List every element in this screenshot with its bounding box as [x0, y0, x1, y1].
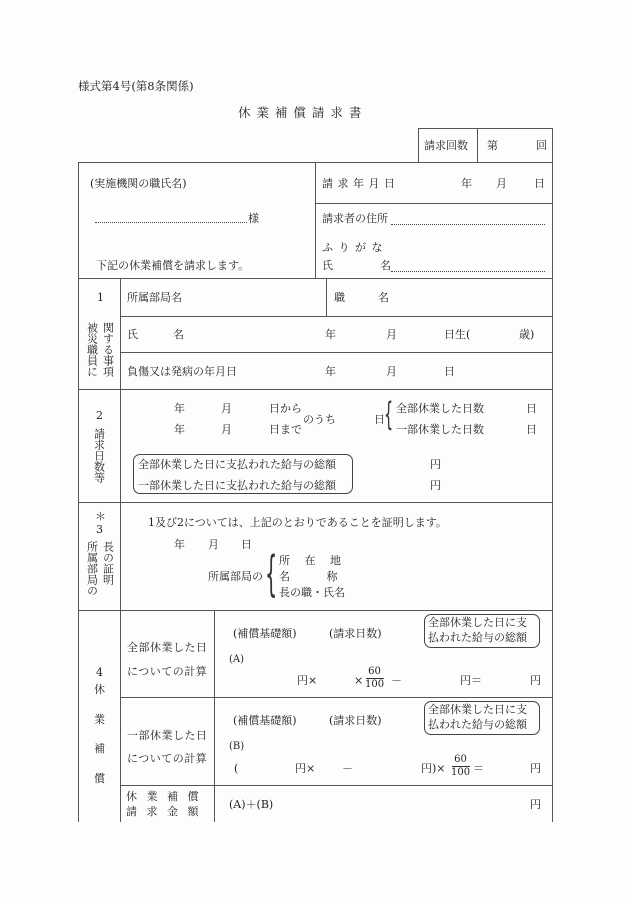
to-label: 日まで: [269, 423, 302, 436]
full-leave-pay-label: 全部休業した日に支払われた給与の総額: [138, 458, 336, 471]
position-label-2: 名: [378, 291, 389, 304]
label-b: (B): [229, 741, 245, 752]
to-year: 年: [174, 423, 185, 436]
addressee-label: (実施機関の職氏名): [90, 177, 187, 190]
claimant-name-field[interactable]: [391, 271, 545, 272]
injury-date-label: 負傷又は発病の年月日: [127, 365, 237, 378]
cert-year: 年: [174, 538, 185, 551]
section3-number: 3: [96, 523, 103, 536]
section4-title-char-2: 業: [94, 713, 105, 726]
fraction-b: [451, 755, 470, 778]
paid-total-label-a-1: 全部休業した日に支: [428, 616, 527, 629]
left-brace-icon: {: [265, 546, 278, 602]
partial-leave-days-label: 一部休業した日数: [396, 423, 484, 436]
claimant-name-label-2: 名: [380, 259, 391, 272]
base-amount-label-b: (補償基礎額): [233, 714, 297, 727]
to-month: 月: [221, 423, 232, 436]
injury-day: 日: [444, 365, 455, 378]
section1-title-col1: 被災職員に: [85, 322, 99, 377]
department-of-label: 所属部局の: [208, 570, 263, 583]
open-paren-b: (: [234, 762, 239, 775]
fraction-a-denominator: 100: [365, 679, 385, 690]
cert-day: 日: [241, 538, 252, 551]
employee-name-label-1: 氏: [127, 328, 138, 341]
full-leave-pay-unit: 円: [430, 458, 441, 471]
label-a: (A): [229, 654, 245, 665]
department-label: 所属部局名: [127, 291, 182, 304]
section4-number: 4: [96, 666, 103, 679]
total-formula: (A)＋(B): [229, 798, 274, 811]
cert-month: 月: [208, 538, 219, 551]
section3-mark: ＊: [95, 510, 106, 523]
page-title: 休 業 補 償 請 求 書: [238, 105, 363, 120]
from-year: 年: [174, 402, 185, 415]
full-leave-days-label: 全部休業した日数: [396, 402, 484, 415]
addressee-field[interactable]: [95, 222, 247, 223]
result-yen-a: 円: [530, 674, 541, 687]
base-amount-label-a: (補償基礎額): [233, 627, 297, 640]
yen-close-times-b: 円)×: [421, 762, 446, 775]
birth-year: 年: [325, 328, 336, 341]
section4-title-char-4: 償: [94, 772, 105, 785]
times-a: ×: [354, 674, 364, 687]
form-number: 様式第4号(第8条関係): [78, 79, 194, 93]
section4-title-char-3: 補: [94, 742, 105, 755]
claimant-name-label-1: 氏: [322, 259, 333, 272]
address-label: 請求者の住所: [322, 212, 388, 225]
age-label: 歳): [519, 328, 535, 341]
section1-title-col2: 関する事項: [101, 322, 115, 377]
paid-total-label-b-2: 払われた給与の総額: [428, 718, 527, 731]
section2-number: 2: [96, 409, 103, 422]
full-calc-label-1: 全部休業した日: [127, 641, 208, 654]
section4-title-char-1: 休: [94, 683, 105, 696]
from-month: 月: [221, 402, 232, 415]
claim-count-suffix: 回: [536, 139, 547, 152]
yen-times-b: 円×: [295, 762, 316, 775]
certification-text: 1及び2については、上記のとおりであることを証明します。: [148, 516, 447, 529]
injury-month: 月: [386, 365, 397, 378]
section3-title-col1: 所属部局の: [85, 541, 99, 596]
claim-date-year: 年: [461, 177, 472, 190]
from-label: 日から: [269, 402, 302, 415]
paid-total-label-b-1: 全部休業した日に支: [428, 703, 527, 716]
claim-date-label: 請 求 年 月 日: [322, 177, 396, 190]
minus-b: －: [342, 762, 353, 775]
claim-count-prefix: 第: [487, 139, 498, 152]
section2-title: 請求日数等: [92, 428, 106, 483]
fraction-b-numerator: 60: [454, 754, 467, 765]
of-which-label: のうち: [303, 413, 336, 426]
claim-days-label-b: (請求日数): [329, 714, 382, 727]
total-label-1: 休 業 補 償: [126, 790, 202, 803]
equals-b: ＝: [473, 762, 484, 775]
full-calc-label-2: についての計算: [127, 665, 208, 678]
claim-days-label-a: (請求日数): [329, 627, 382, 640]
partial-leave-pay-label: 一部休業した日に支払われた給与の総額: [138, 479, 336, 492]
position-label-1: 職: [334, 291, 345, 304]
claim-date-month: 月: [496, 177, 507, 190]
fraction-a-numerator: 60: [368, 666, 381, 677]
employee-name-label-2: 名: [173, 328, 184, 341]
section1-number: 1: [97, 291, 104, 304]
furigana-label: ふ り が な: [322, 241, 384, 254]
fraction-b-denominator: 100: [451, 767, 471, 778]
claim-date-day: 日: [534, 177, 545, 190]
full-leave-days-unit: 日: [526, 402, 537, 415]
paid-total-label-a-2: 払われた給与の総額: [428, 631, 527, 644]
honorific: 様: [248, 212, 259, 225]
birth-month: 月: [386, 328, 397, 341]
partial-calc-label-2: についての計算: [127, 752, 208, 765]
yen-times-a: 円×: [297, 674, 318, 687]
dept-location-label: 所 在 地: [279, 554, 341, 567]
claim-count-label: 請求回数: [424, 139, 468, 152]
birth-day-label: 日生(: [444, 328, 471, 341]
total-yen: 円: [530, 798, 541, 811]
fraction-a: [365, 667, 384, 690]
injury-year: 年: [325, 365, 336, 378]
total-days-unit: 日: [374, 413, 385, 426]
left-brace-icon: {: [384, 395, 394, 433]
address-field[interactable]: [391, 224, 545, 225]
request-statement: 下記の休業補償を請求します。: [96, 259, 250, 272]
dept-head-label: 長の職・氏名: [279, 586, 345, 599]
dept-name-label: 名 称: [279, 570, 338, 583]
result-yen-b: 円: [530, 762, 541, 775]
partial-leave-days-unit: 日: [526, 423, 537, 436]
section3-title-col2: 長の証明: [101, 541, 115, 585]
partial-leave-pay-unit: 円: [430, 479, 441, 492]
minus-a: －: [391, 674, 402, 687]
claim-count-field[interactable]: [500, 137, 530, 153]
total-label-2: 請 求 金 額: [126, 805, 202, 818]
yen-equals-a: 円＝: [460, 674, 482, 687]
partial-calc-label-1: 一部休業した日: [127, 729, 208, 742]
